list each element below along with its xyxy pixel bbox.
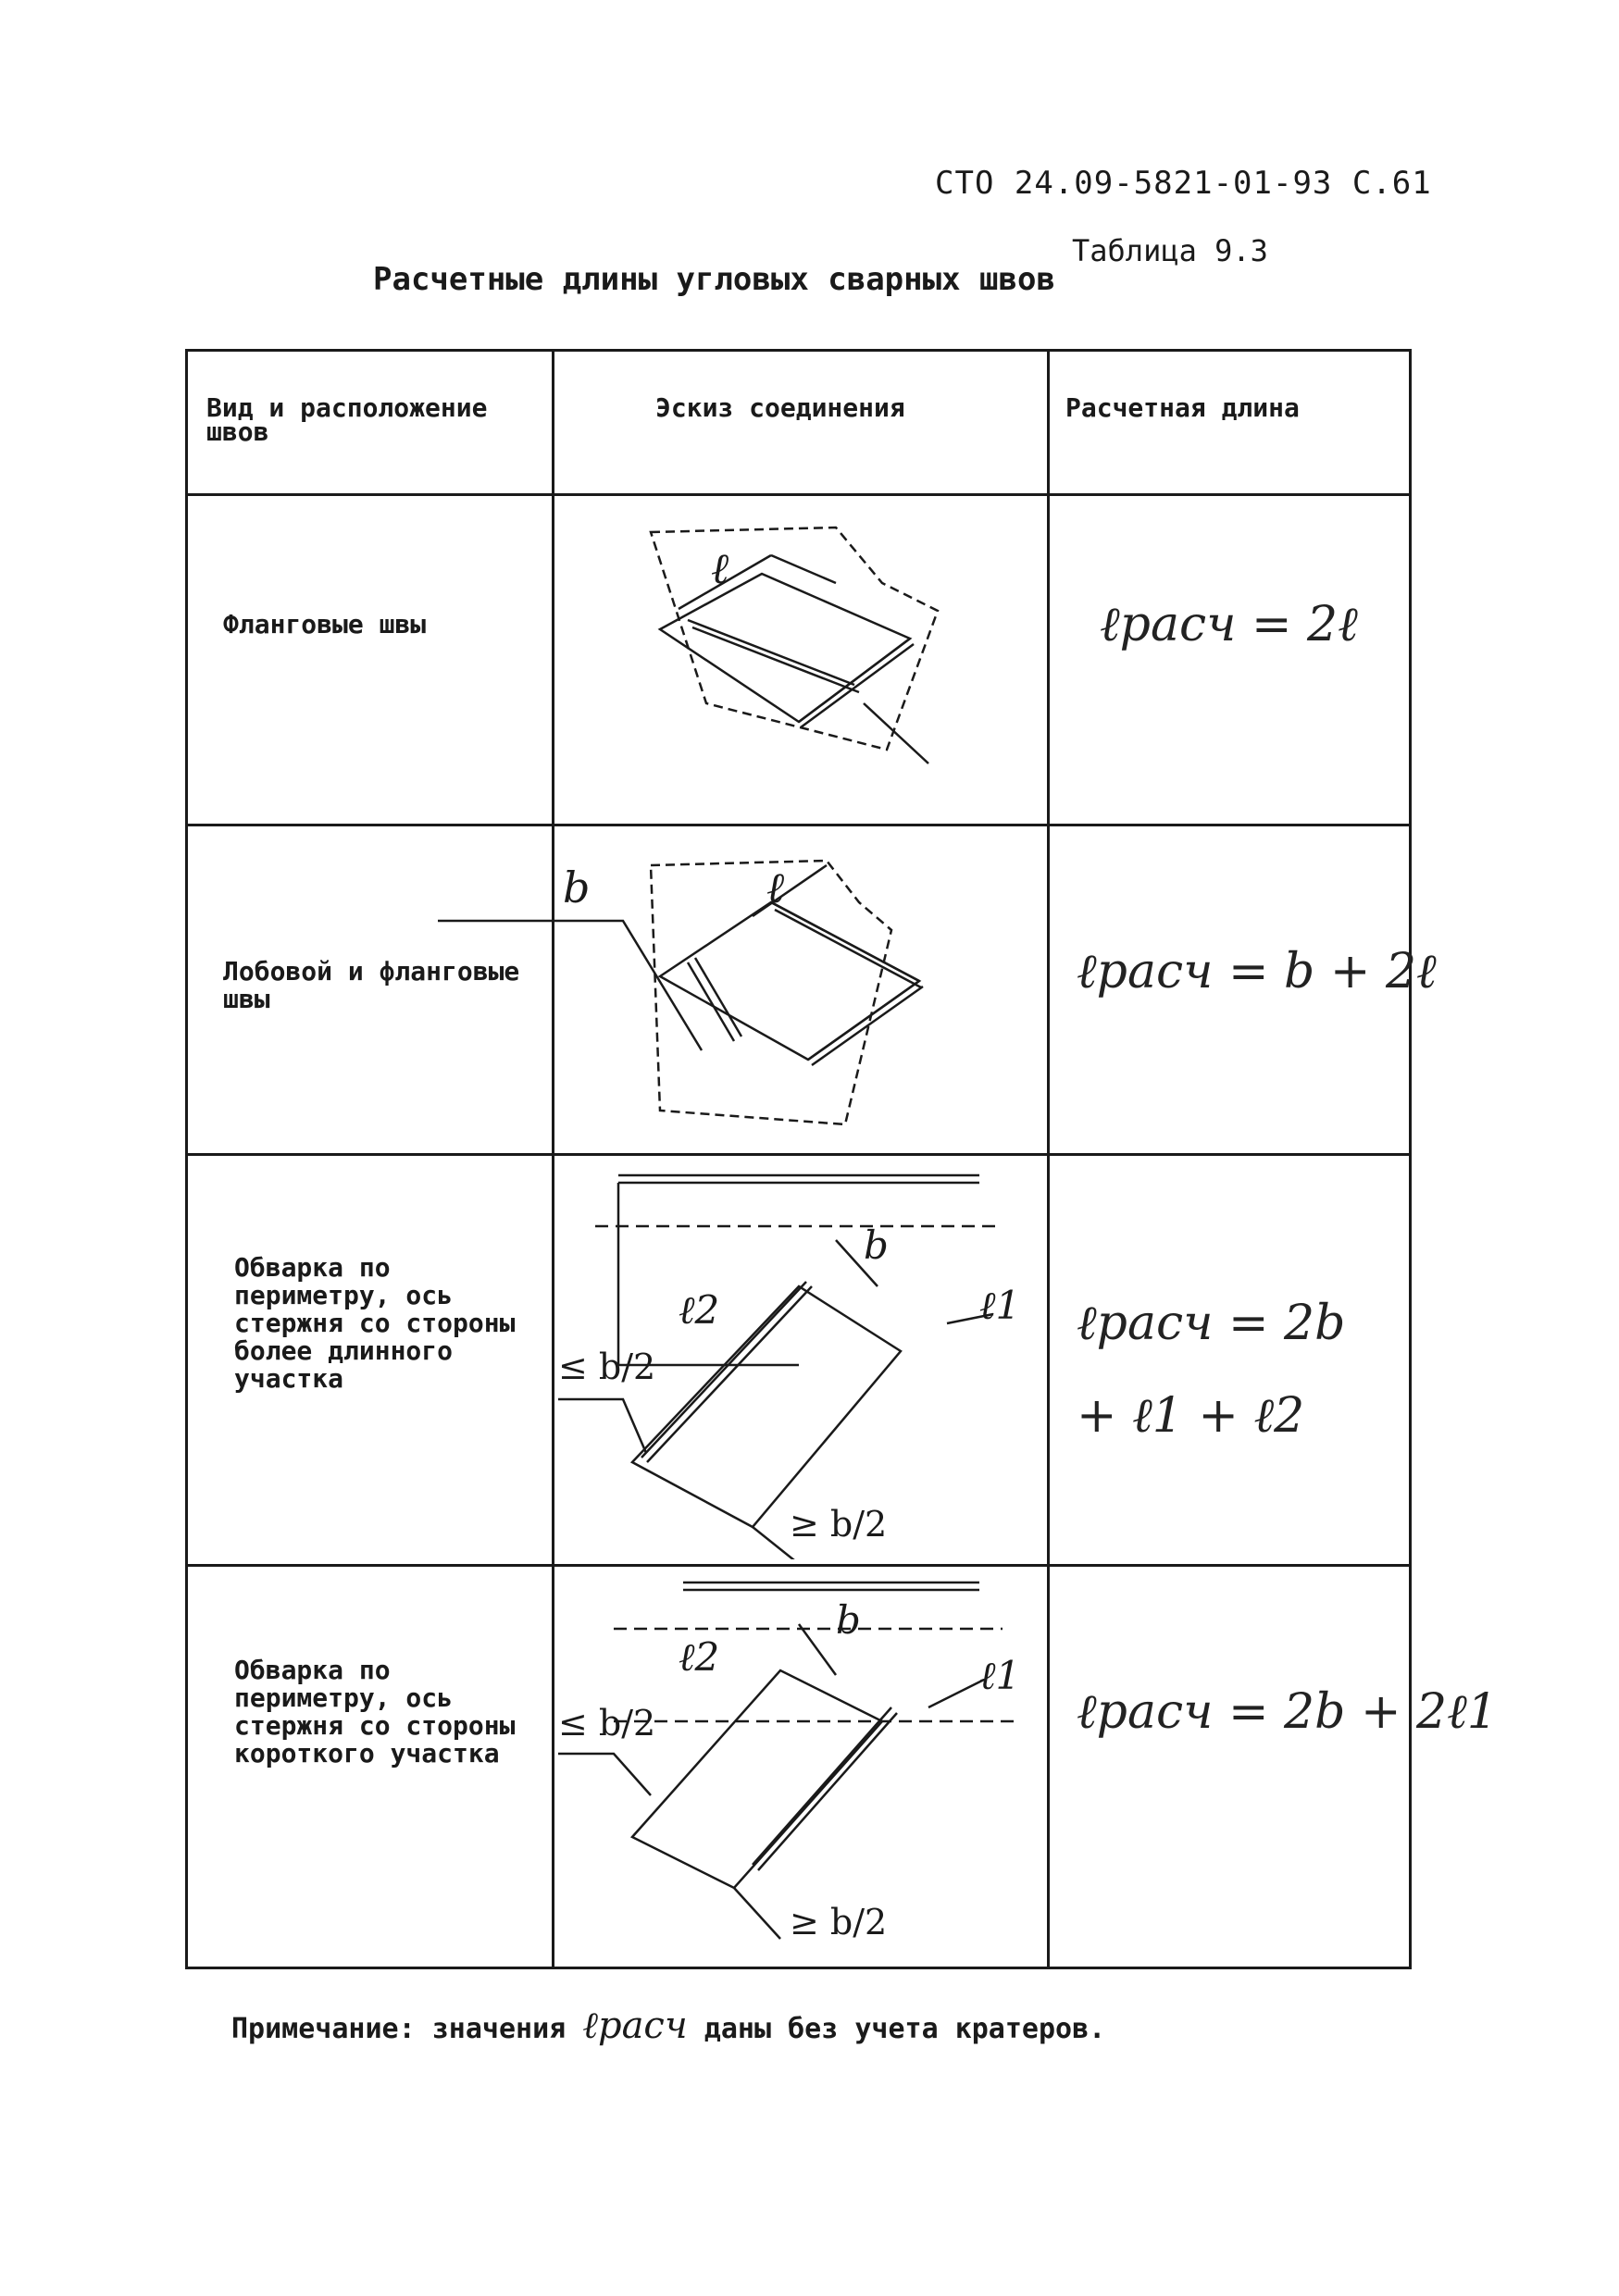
- bar-outline: [632, 1670, 882, 1888]
- weld-line: [641, 1282, 812, 1462]
- row-label-perimeter-short: Обварка по периметру, ось стержня со стороны короткого участка: [234, 1655, 516, 1769]
- leader-line: [799, 1624, 984, 1707]
- row-label-perimeter-long: Обварка по периметру, ось стержня со стороны более длинного участка: [234, 1252, 516, 1394]
- table-label: Таблица 9.3: [1072, 233, 1268, 268]
- table-note: [231, 2004, 1105, 2047]
- note-symbol: ℓрасч: [582, 2004, 688, 2047]
- sketch-perimeter-long: [558, 1157, 1040, 1559]
- label-b: b: [864, 1222, 889, 1268]
- weld-line: [688, 958, 741, 1041]
- formula-front-flank: ℓрасч = b + 2ℓ: [1077, 944, 1437, 999]
- label-l: ℓ: [766, 863, 785, 912]
- leader-line: [438, 921, 702, 1050]
- flange-edge: [618, 1175, 979, 1183]
- leader-line: [836, 1240, 993, 1323]
- bar-outline: [632, 1286, 901, 1527]
- table-divider: [188, 824, 1409, 826]
- label-l1: ℓ1: [979, 1283, 1021, 1328]
- row-label-flank: Фланговые швы: [223, 609, 427, 639]
- weld-line: [753, 1707, 897, 1870]
- table-divider: [188, 493, 1409, 496]
- formula-perimeter-long: ℓрасч = 2b + ℓ1 + ℓ2: [1077, 1296, 1346, 1444]
- table-divider: [552, 352, 554, 1967]
- label-ge-b2: ≥ b/2: [790, 1902, 888, 1942]
- leader-line: [558, 1754, 651, 1795]
- table-divider: [188, 1153, 1409, 1156]
- weld-line: [771, 902, 921, 987]
- weld-line: [692, 627, 859, 692]
- sketch-front-flank-welds: [438, 828, 1040, 1152]
- label-le-b2: ≤ b/2: [558, 1703, 656, 1744]
- plate-outline: [651, 527, 938, 750]
- header-weld-type: Вид и расположение швов: [206, 392, 488, 447]
- bar-outline: [660, 574, 910, 722]
- row-label-front-flank: Лобовой и фланговые швы: [223, 956, 520, 1014]
- label-l2: ℓ2: [679, 1634, 720, 1680]
- note-suffix: даны без учета кратеров.: [704, 2013, 1106, 2045]
- weld-length-table: [185, 349, 1498, 1969]
- label-l2: ℓ2: [679, 1287, 720, 1333]
- label-l1: ℓ1: [979, 1653, 1021, 1698]
- sketch-perimeter-short: [558, 1569, 1040, 1967]
- dimension-line: [753, 865, 827, 916]
- weld-line: [799, 639, 914, 727]
- label-l: ℓ: [711, 543, 729, 593]
- doc-code: СТО 24.09-5821-01-93 С.61: [935, 165, 1432, 202]
- formula-flank: ℓрасч = 2ℓ: [1100, 597, 1358, 652]
- flange-edge: [683, 1582, 979, 1590]
- dimension-line: [679, 555, 836, 609]
- dimension-line: [734, 1888, 780, 1939]
- label-b: b: [563, 863, 591, 912]
- sketch-flank-welds: [558, 500, 1040, 819]
- formula-perimeter-short: ℓрасч = 2b + 2ℓ1: [1077, 1684, 1498, 1740]
- plate-outline: [618, 1183, 799, 1365]
- weld-line: [688, 620, 854, 685]
- label-ge-b2: ≥ b/2: [790, 1504, 888, 1545]
- doc-title: Расчетные длины угловых сварных швов: [373, 261, 1055, 298]
- weld-line: [808, 981, 923, 1065]
- header-design-length: Расчетная длина: [1065, 392, 1300, 423]
- leader-line: [864, 703, 928, 763]
- note-prefix: Примечание: значения: [231, 2013, 567, 2045]
- table-divider: [1047, 352, 1050, 1967]
- label-b: b: [836, 1597, 861, 1643]
- header-sketch: Эскиз соединения: [655, 392, 905, 423]
- label-le-b2: ≤ b/2: [558, 1347, 656, 1387]
- leader-line: [558, 1399, 646, 1453]
- table-divider: [188, 1564, 1409, 1567]
